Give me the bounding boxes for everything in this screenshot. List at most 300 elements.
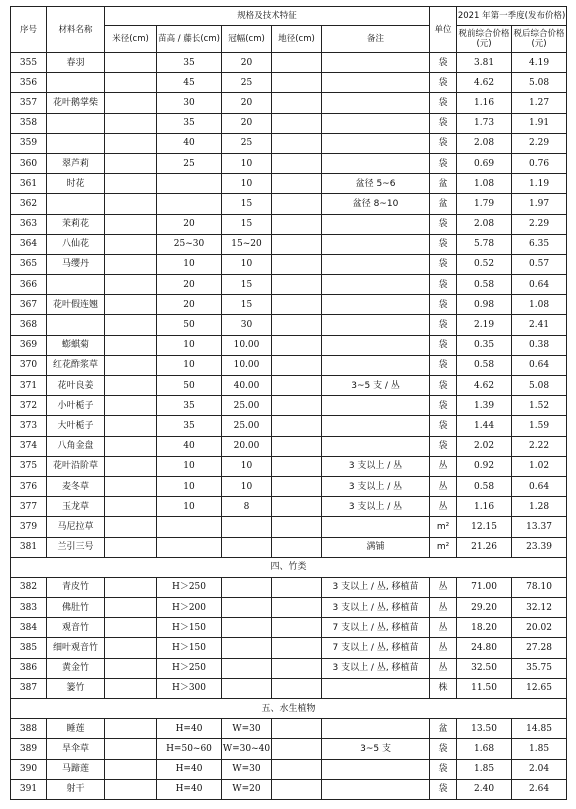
cell-seq: 379: [11, 517, 47, 537]
cell-crown: 10: [222, 456, 272, 476]
category-row: [11, 699, 567, 719]
cell-height: 45: [157, 73, 222, 93]
cell-seq: 367: [11, 295, 47, 315]
cell-crown: 20.00: [222, 436, 272, 456]
table-row: [11, 618, 567, 638]
cell-pre-tax-price: 1.08: [457, 174, 512, 194]
cell-crown: W=20: [222, 779, 272, 799]
cell-note: 盆径 8~10: [322, 194, 430, 214]
cell-unit: 丛: [430, 456, 457, 476]
category-label: 五、水生植物: [11, 699, 567, 719]
cell-height: 10: [157, 355, 222, 375]
cell-post-tax-price: 5.08: [512, 73, 567, 93]
cell-ground: [272, 53, 322, 73]
cell-pre-tax-price: 4.62: [457, 376, 512, 396]
table-row: [11, 153, 567, 173]
cell-name: 茉莉花: [47, 214, 105, 234]
cell-note: [322, 355, 430, 375]
cell-crown: 10: [222, 153, 272, 173]
cell-seq: 377: [11, 497, 47, 517]
cell-name: [47, 275, 105, 295]
cell-height: [157, 537, 222, 557]
cell-ground: [272, 234, 322, 254]
cell-seq: 370: [11, 355, 47, 375]
cell-height: 35: [157, 53, 222, 73]
cell-ground: [272, 113, 322, 133]
header-height: 苗高 / 藤长(cm): [157, 26, 222, 53]
cell-crown: 10: [222, 254, 272, 274]
cell-height: H＞200: [157, 598, 222, 618]
cell-unit: 袋: [430, 295, 457, 315]
cell-crown: 10.00: [222, 355, 272, 375]
table-row: [11, 476, 567, 496]
cell-ground: [272, 295, 322, 315]
cell-note: 3~5 支 / 丛: [322, 376, 430, 396]
cell-ground: [272, 214, 322, 234]
cell-note: [322, 214, 430, 234]
cell-name: 大叶栀子: [47, 416, 105, 436]
cell-pre-tax-price: 29.20: [457, 598, 512, 618]
cell-seq: 362: [11, 194, 47, 214]
cell-name: 花叶假连翘: [47, 295, 105, 315]
header-seq: 序号: [11, 7, 47, 53]
cell-unit: 丛: [430, 476, 457, 496]
cell-unit: 丛: [430, 598, 457, 618]
cell-crown: W=30~40: [222, 739, 272, 759]
header-note: 备注: [322, 26, 430, 53]
cell-height: H＞150: [157, 618, 222, 638]
cell-note: 3 支以上 / 丛, 移植苗: [322, 658, 430, 678]
cell-post-tax-price: 78.10: [512, 577, 567, 597]
cell-height: 25~30: [157, 234, 222, 254]
cell-height: [157, 517, 222, 537]
cell-height: 10: [157, 497, 222, 517]
cell-note: [322, 234, 430, 254]
table-row: [11, 73, 567, 93]
cell-height: 20: [157, 275, 222, 295]
cell-ground: [272, 376, 322, 396]
cell-note: 盆径 5~6: [322, 174, 430, 194]
cell-pre-tax-price: 0.92: [457, 456, 512, 476]
cell-post-tax-price: 14.85: [512, 719, 567, 739]
table-row: [11, 93, 567, 113]
cell-name: [47, 315, 105, 335]
cell-post-tax-price: 2.29: [512, 214, 567, 234]
cell-name: [47, 73, 105, 93]
cell-ground: [272, 577, 322, 597]
cell-note: 3 支以上 / 丛: [322, 476, 430, 496]
cell-height: 10: [157, 254, 222, 274]
cell-unit: 袋: [430, 376, 457, 396]
cell-post-tax-price: 20.02: [512, 618, 567, 638]
table-row: [11, 194, 567, 214]
cell-crown: 20: [222, 113, 272, 133]
cell-note: [322, 295, 430, 315]
cell-pre-tax-price: 71.00: [457, 577, 512, 597]
cell-diameter: [105, 598, 157, 618]
table-row: [11, 53, 567, 73]
cell-pre-tax-price: 24.80: [457, 638, 512, 658]
cell-height: 10: [157, 456, 222, 476]
cell-unit: 袋: [430, 73, 457, 93]
cell-ground: [272, 153, 322, 173]
cell-unit: 盆: [430, 174, 457, 194]
cell-name: 兰引三号: [47, 537, 105, 557]
table-row: [11, 759, 567, 779]
cell-name: 八仙花: [47, 234, 105, 254]
cell-note: 3 支以上 / 丛, 移植苗: [322, 577, 430, 597]
cell-height: 20: [157, 214, 222, 234]
cell-ground: [272, 254, 322, 274]
cell-note: [322, 396, 430, 416]
cell-crown: [222, 537, 272, 557]
category-row: [11, 557, 567, 577]
table-row: [11, 113, 567, 133]
cell-height: 40: [157, 436, 222, 456]
cell-pre-tax-price: 2.08: [457, 133, 512, 153]
cell-name: 马尼拉草: [47, 517, 105, 537]
cell-post-tax-price: 0.57: [512, 254, 567, 274]
cell-pre-tax-price: 0.58: [457, 275, 512, 295]
cell-diameter: [105, 759, 157, 779]
cell-ground: [272, 759, 322, 779]
cell-unit: 袋: [430, 153, 457, 173]
cell-seq: 386: [11, 658, 47, 678]
cell-post-tax-price: 4.19: [512, 53, 567, 73]
cell-pre-tax-price: 4.62: [457, 73, 512, 93]
cell-pre-tax-price: 1.39: [457, 396, 512, 416]
cell-name: 细叶观音竹: [47, 638, 105, 658]
cell-height: 40: [157, 133, 222, 153]
cell-pre-tax-price: 0.52: [457, 254, 512, 274]
cell-name: 花叶沿阶草: [47, 456, 105, 476]
cell-height: 20: [157, 295, 222, 315]
cell-name: 蟛蜞菊: [47, 335, 105, 355]
cell-name: 青皮竹: [47, 577, 105, 597]
cell-diameter: [105, 436, 157, 456]
cell-diameter: [105, 376, 157, 396]
cell-diameter: [105, 456, 157, 476]
cell-seq: 369: [11, 335, 47, 355]
cell-note: [322, 335, 430, 355]
cell-seq: 366: [11, 275, 47, 295]
cell-diameter: [105, 678, 157, 698]
cell-seq: 371: [11, 376, 47, 396]
cell-height: 35: [157, 396, 222, 416]
cell-seq: 376: [11, 476, 47, 496]
cell-name: 观音竹: [47, 618, 105, 638]
cell-crown: 10: [222, 476, 272, 496]
cell-ground: [272, 93, 322, 113]
cell-crown: 20: [222, 93, 272, 113]
cell-unit: m²: [430, 517, 457, 537]
cell-height: 25: [157, 153, 222, 173]
table-row: [11, 456, 567, 476]
cell-crown: W=30: [222, 719, 272, 739]
cell-post-tax-price: 1.59: [512, 416, 567, 436]
cell-unit: 丛: [430, 577, 457, 597]
cell-note: [322, 93, 430, 113]
table-row: [11, 739, 567, 759]
cell-height: H＞300: [157, 678, 222, 698]
cell-unit: 袋: [430, 275, 457, 295]
cell-pre-tax-price: 0.58: [457, 476, 512, 496]
cell-note: [322, 73, 430, 93]
cell-unit: 丛: [430, 497, 457, 517]
cell-height: H=40: [157, 759, 222, 779]
cell-seq: 390: [11, 759, 47, 779]
cell-seq: 387: [11, 678, 47, 698]
cell-height: 50: [157, 315, 222, 335]
cell-post-tax-price: 2.41: [512, 315, 567, 335]
cell-name: 时花: [47, 174, 105, 194]
table-row: [11, 638, 567, 658]
cell-post-tax-price: 1.85: [512, 739, 567, 759]
cell-ground: [272, 73, 322, 93]
table-row: [11, 678, 567, 698]
cell-name: 睡莲: [47, 719, 105, 739]
cell-crown: [222, 678, 272, 698]
cell-name: 麦冬草: [47, 476, 105, 496]
header-diameter: 米径(cm): [105, 26, 157, 53]
table-row: [11, 275, 567, 295]
cell-ground: [272, 658, 322, 678]
cell-name: 旱伞草: [47, 739, 105, 759]
table-body: [11, 53, 567, 800]
cell-crown: 20: [222, 53, 272, 73]
table-row: [11, 295, 567, 315]
cell-pre-tax-price: 1.44: [457, 416, 512, 436]
cell-ground: [272, 779, 322, 799]
cell-post-tax-price: 27.28: [512, 638, 567, 658]
cell-note: [322, 678, 430, 698]
cell-note: [322, 275, 430, 295]
cell-note: [322, 759, 430, 779]
cell-crown: 15: [222, 275, 272, 295]
cell-ground: [272, 476, 322, 496]
header-pre-tax: 税前综合价格(元): [457, 26, 512, 53]
cell-ground: [272, 497, 322, 517]
cell-note: 满铺: [322, 537, 430, 557]
cell-seq: 385: [11, 638, 47, 658]
cell-seq: 372: [11, 396, 47, 416]
cell-pre-tax-price: 1.16: [457, 93, 512, 113]
header-spec-group: 规格及技术特征: [105, 7, 430, 26]
cell-post-tax-price: 0.76: [512, 153, 567, 173]
table-row: [11, 315, 567, 335]
table-row: [11, 598, 567, 618]
cell-unit: 袋: [430, 53, 457, 73]
cell-note: 3 支以上 / 丛: [322, 456, 430, 476]
cell-crown: 25: [222, 73, 272, 93]
cell-post-tax-price: 1.28: [512, 497, 567, 517]
header-price-group: 2021 年第一季度(发布价格): [457, 7, 567, 26]
cell-seq: 359: [11, 133, 47, 153]
cell-height: H=40: [157, 719, 222, 739]
cell-crown: 10.00: [222, 335, 272, 355]
cell-ground: [272, 638, 322, 658]
cell-seq: 389: [11, 739, 47, 759]
cell-post-tax-price: 1.91: [512, 113, 567, 133]
cell-post-tax-price: 0.64: [512, 275, 567, 295]
cell-diameter: [105, 194, 157, 214]
cell-unit: 袋: [430, 759, 457, 779]
cell-name: 小叶栀子: [47, 396, 105, 416]
cell-diameter: [105, 476, 157, 496]
cell-pre-tax-price: 1.79: [457, 194, 512, 214]
table-header: [11, 7, 567, 53]
cell-pre-tax-price: 1.16: [457, 497, 512, 517]
cell-crown: 15: [222, 214, 272, 234]
cell-note: [322, 153, 430, 173]
table-row: [11, 376, 567, 396]
cell-diameter: [105, 537, 157, 557]
table-row: [11, 577, 567, 597]
cell-diameter: [105, 133, 157, 153]
cell-name: 花叶良姜: [47, 376, 105, 396]
cell-note: 7 支以上 / 丛, 移植苗: [322, 618, 430, 638]
category-label: 四、竹类: [11, 557, 567, 577]
cell-pre-tax-price: 2.19: [457, 315, 512, 335]
cell-seq: 382: [11, 577, 47, 597]
cell-post-tax-price: 35.75: [512, 658, 567, 678]
cell-post-tax-price: 23.39: [512, 537, 567, 557]
cell-name: 春羽: [47, 53, 105, 73]
cell-note: 3~5 支: [322, 739, 430, 759]
table-row: [11, 416, 567, 436]
cell-pre-tax-price: 12.15: [457, 517, 512, 537]
cell-diameter: [105, 53, 157, 73]
cell-post-tax-price: 1.02: [512, 456, 567, 476]
cell-post-tax-price: 1.08: [512, 295, 567, 315]
cell-pre-tax-price: 2.02: [457, 436, 512, 456]
cell-name: 黄金竹: [47, 658, 105, 678]
cell-seq: 361: [11, 174, 47, 194]
cell-seq: 383: [11, 598, 47, 618]
cell-crown: [222, 598, 272, 618]
cell-post-tax-price: 32.12: [512, 598, 567, 618]
cell-height: [157, 194, 222, 214]
cell-height: H=50~60: [157, 739, 222, 759]
cell-note: [322, 53, 430, 73]
cell-unit: 袋: [430, 214, 457, 234]
cell-note: [322, 517, 430, 537]
cell-ground: [272, 598, 322, 618]
cell-unit: m²: [430, 537, 457, 557]
cell-height: H＞250: [157, 577, 222, 597]
cell-diameter: [105, 517, 157, 537]
cell-diameter: [105, 355, 157, 375]
cell-diameter: [105, 153, 157, 173]
cell-diameter: [105, 275, 157, 295]
cell-unit: 株: [430, 678, 457, 698]
cell-pre-tax-price: 21.26: [457, 537, 512, 557]
cell-post-tax-price: 1.19: [512, 174, 567, 194]
cell-crown: 25.00: [222, 396, 272, 416]
material-price-table: [10, 6, 567, 800]
table-row: [11, 214, 567, 234]
cell-diameter: [105, 214, 157, 234]
cell-crown: [222, 618, 272, 638]
cell-ground: [272, 133, 322, 153]
cell-name: 佛肚竹: [47, 598, 105, 618]
cell-crown: 10: [222, 174, 272, 194]
cell-crown: W=30: [222, 759, 272, 779]
cell-ground: [272, 739, 322, 759]
cell-post-tax-price: 5.08: [512, 376, 567, 396]
cell-seq: 365: [11, 254, 47, 274]
table-row: [11, 719, 567, 739]
cell-name: 玉龙草: [47, 497, 105, 517]
cell-note: [322, 416, 430, 436]
cell-unit: 丛: [430, 658, 457, 678]
cell-diameter: [105, 234, 157, 254]
cell-ground: [272, 174, 322, 194]
cell-seq: 388: [11, 719, 47, 739]
cell-ground: [272, 194, 322, 214]
header-ground: 地径(cm): [272, 26, 322, 53]
cell-pre-tax-price: 18.20: [457, 618, 512, 638]
cell-ground: [272, 537, 322, 557]
cell-height: 35: [157, 416, 222, 436]
cell-seq: 363: [11, 214, 47, 234]
cell-height: 50: [157, 376, 222, 396]
cell-seq: 391: [11, 779, 47, 799]
cell-seq: 356: [11, 73, 47, 93]
cell-pre-tax-price: 0.58: [457, 355, 512, 375]
cell-seq: 364: [11, 234, 47, 254]
cell-note: [322, 133, 430, 153]
cell-post-tax-price: 0.64: [512, 476, 567, 496]
cell-seq: 360: [11, 153, 47, 173]
cell-ground: [272, 315, 322, 335]
cell-crown: 8: [222, 497, 272, 517]
cell-seq: 373: [11, 416, 47, 436]
cell-crown: [222, 658, 272, 678]
cell-name: [47, 194, 105, 214]
cell-name: 翠芦莉: [47, 153, 105, 173]
cell-ground: [272, 396, 322, 416]
cell-post-tax-price: 2.22: [512, 436, 567, 456]
cell-post-tax-price: 1.52: [512, 396, 567, 416]
cell-diameter: [105, 335, 157, 355]
table-row: [11, 779, 567, 799]
cell-seq: 358: [11, 113, 47, 133]
cell-height: 35: [157, 113, 222, 133]
cell-pre-tax-price: 32.50: [457, 658, 512, 678]
cell-diameter: [105, 497, 157, 517]
table-row: [11, 133, 567, 153]
cell-crown: [222, 638, 272, 658]
cell-post-tax-price: 1.27: [512, 93, 567, 113]
cell-crown: 30: [222, 315, 272, 335]
cell-ground: [272, 335, 322, 355]
cell-note: [322, 719, 430, 739]
cell-ground: [272, 678, 322, 698]
table-row: [11, 254, 567, 274]
cell-note: 7 支以上 / 丛, 移植苗: [322, 638, 430, 658]
cell-seq: 357: [11, 93, 47, 113]
cell-note: [322, 779, 430, 799]
table-row: [11, 537, 567, 557]
table-row: [11, 396, 567, 416]
cell-post-tax-price: 12.65: [512, 678, 567, 698]
cell-height: [157, 174, 222, 194]
cell-post-tax-price: 2.64: [512, 779, 567, 799]
cell-unit: 盆: [430, 194, 457, 214]
cell-crown: 25: [222, 133, 272, 153]
cell-height: H＞150: [157, 638, 222, 658]
